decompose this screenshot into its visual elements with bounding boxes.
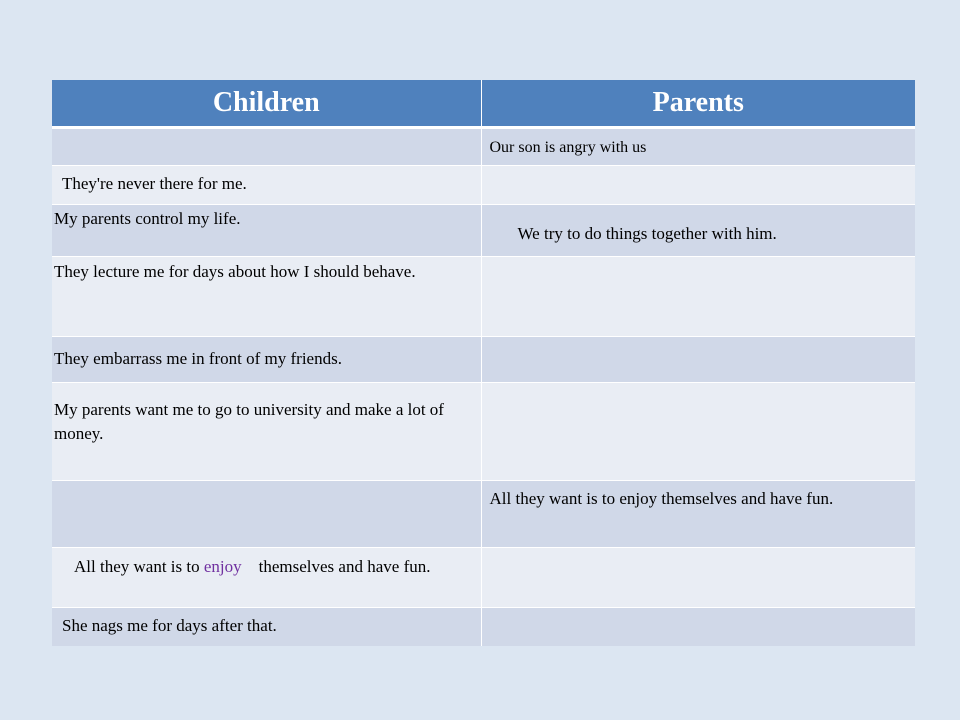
parents-cell <box>481 128 915 166</box>
children-cell <box>52 481 481 548</box>
children-cell <box>52 548 481 608</box>
children-cell-text: She nags me for days after that. <box>62 616 277 635</box>
parents-cell <box>481 481 915 548</box>
parents-cell <box>481 166 915 205</box>
parents-cell <box>481 257 915 337</box>
table-header-row <box>52 80 915 128</box>
children-cell <box>52 166 481 205</box>
table-row <box>52 337 915 383</box>
parents-cell <box>481 205 915 257</box>
table-row <box>52 128 915 166</box>
enjoy-highlight: enjoy <box>203 557 242 576</box>
children-cell-text: My parents control my life. <box>54 209 241 228</box>
table-row <box>52 548 915 608</box>
parents-cell <box>481 608 915 646</box>
table-row <box>52 383 915 481</box>
table-row <box>52 481 915 548</box>
header-children: Children <box>52 80 481 128</box>
table-row <box>52 257 915 337</box>
parents-cell-text: Our son is angry with us <box>489 139 647 156</box>
children-cell-text: My parents want me to go to university and make a lot of money. <box>54 400 444 443</box>
children-text-part: themselves and have fun. <box>258 557 431 576</box>
children-cell <box>52 205 481 257</box>
children-cell-text <box>52 548 481 579</box>
table-row <box>52 166 915 205</box>
header-parents: Parents <box>481 80 915 128</box>
children-cell-text: They're never there for me. <box>62 174 247 193</box>
table-row <box>52 608 915 646</box>
table-row <box>52 205 915 257</box>
children-cell <box>52 383 481 481</box>
children-cell <box>52 337 481 383</box>
children-parents-table <box>52 80 915 646</box>
parents-cell-text: All they want is to enjoy themselves and have fun. <box>489 489 834 508</box>
parents-cell-text: We try to do things together with him. <box>517 224 777 243</box>
children-text-part: All they want is to <box>74 557 200 576</box>
parents-cell <box>481 383 915 481</box>
children-cell-text: They lecture me for days about how I should behave. <box>54 262 416 281</box>
children-cell-text: They embarrass me in front of my friends. <box>54 349 342 368</box>
children-cell <box>52 128 481 166</box>
children-cell <box>52 257 481 337</box>
parents-cell <box>481 337 915 383</box>
children-cell <box>52 608 481 646</box>
parents-cell <box>481 548 915 608</box>
